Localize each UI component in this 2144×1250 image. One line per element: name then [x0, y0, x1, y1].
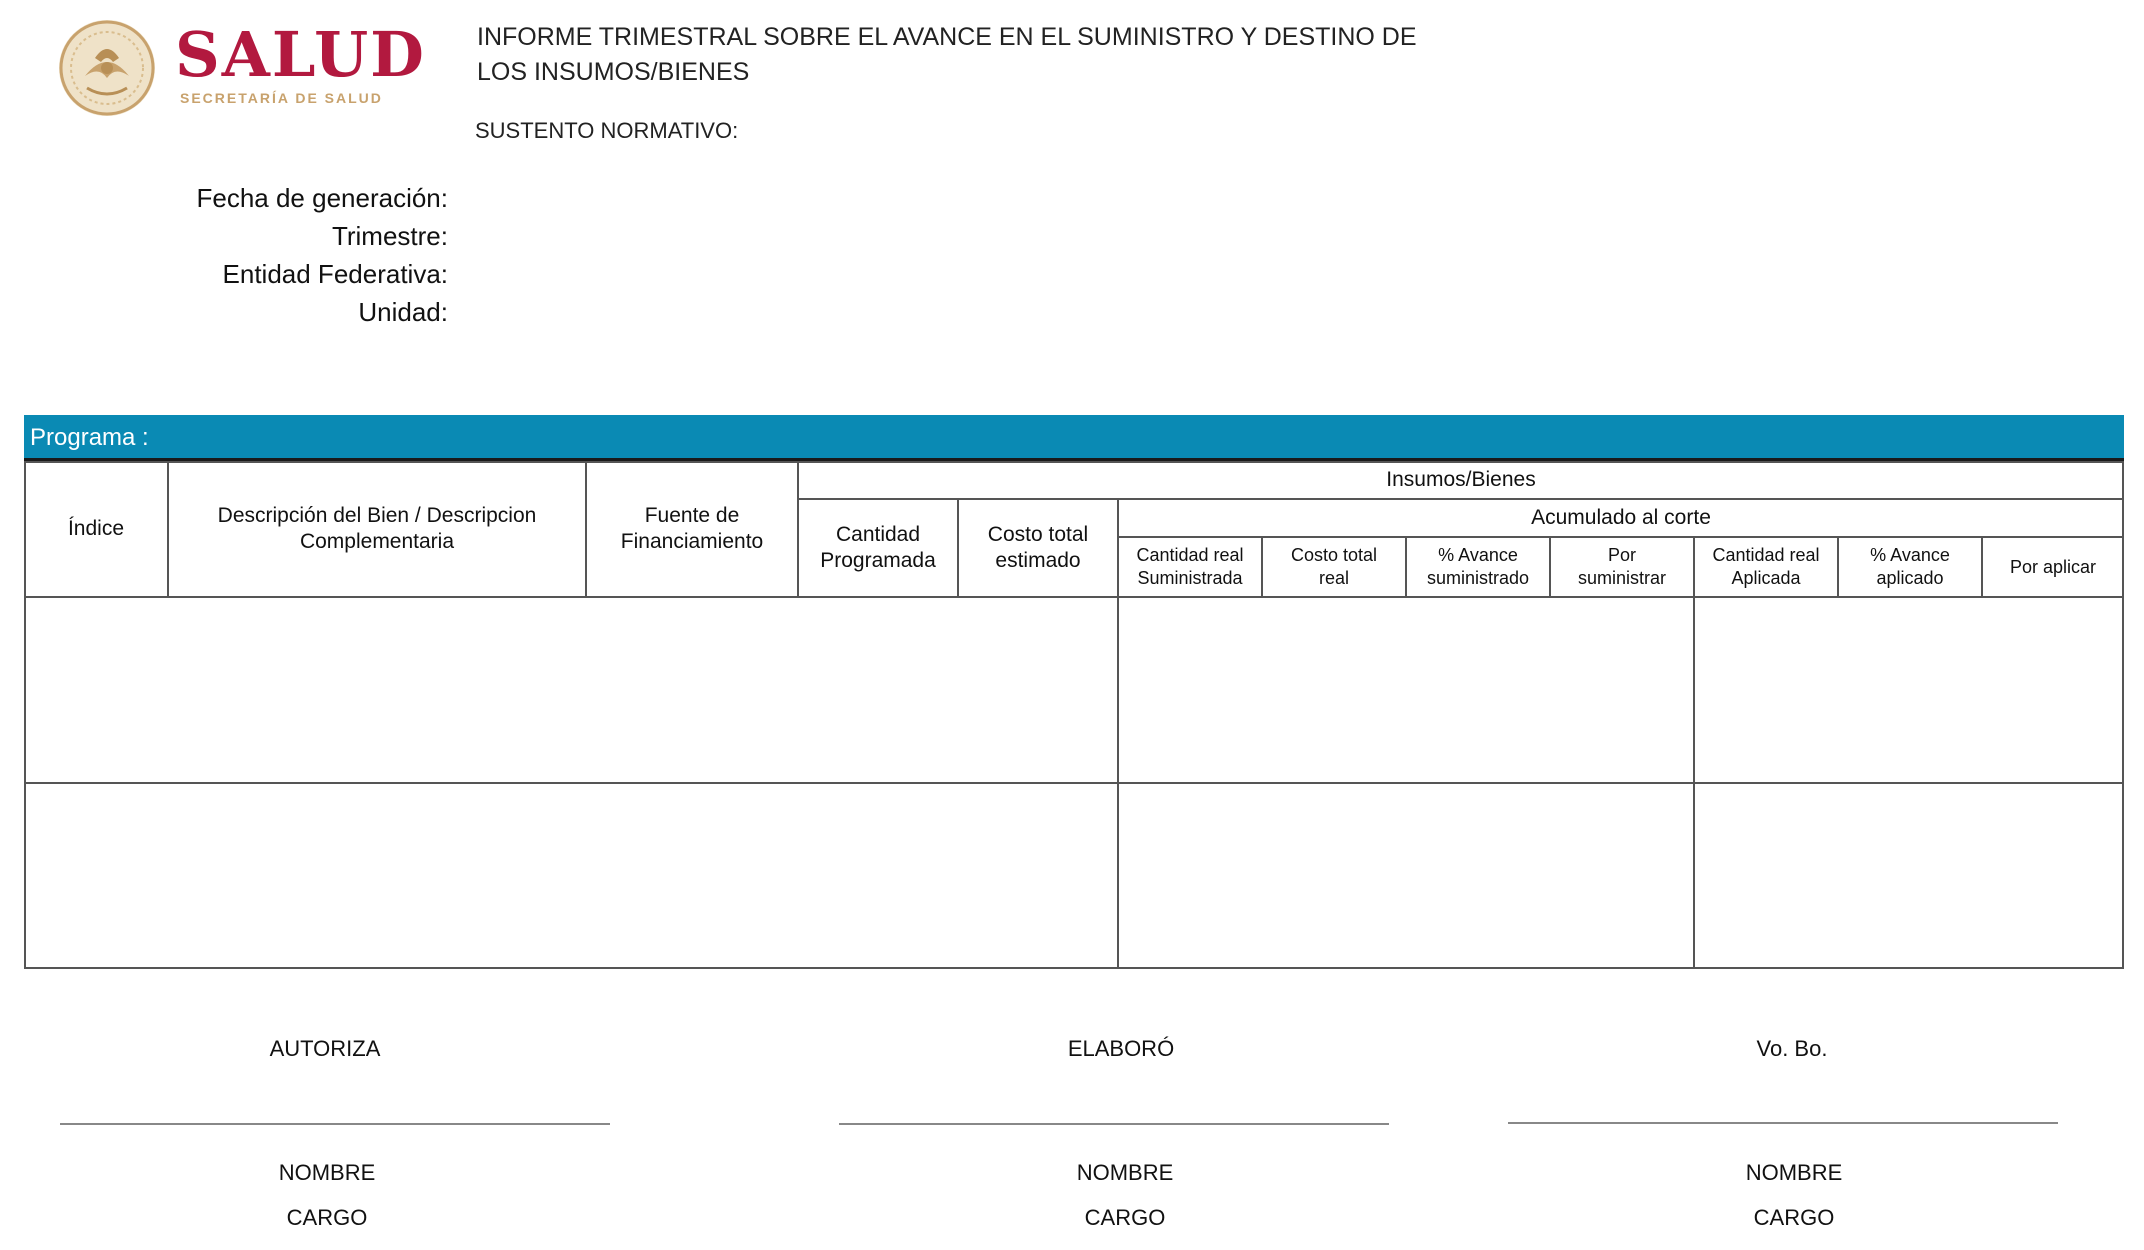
group-acumulado: Acumulado al corte	[1531, 506, 1711, 529]
fecha-label: Fecha de generación:	[196, 183, 448, 213]
elaboro-label: ELABORÓ	[1067, 1036, 1175, 1061]
col-descripcion: Descripción del Bien / Descripcion Complementaria	[217, 504, 537, 553]
programa-bar	[24, 415, 2124, 461]
col-fuente: Fuente de Financiamiento	[620, 504, 764, 553]
col-indice: Índice	[67, 517, 125, 540]
autoriza-cargo: CARGO	[286, 1205, 368, 1230]
entidad-label: Entidad Federativa:	[222, 259, 448, 289]
elaboro-nombre: NOMBRE	[1076, 1160, 1174, 1185]
col-por-suministrar: Por suministrar	[1577, 545, 1666, 588]
col-por-aplicar: Por aplicar	[2009, 556, 2097, 577]
brand-wordmark: SALUD	[175, 18, 426, 91]
salud-logo	[55, 18, 455, 118]
col-costo-real: Costo total real	[1290, 545, 1378, 588]
elaboro-signature-line	[839, 1123, 1389, 1125]
trimestre-label: Trimestre:	[331, 221, 448, 251]
col-cantidad-suministrada: Cantidad real Suministrada	[1136, 545, 1244, 588]
national-seal-icon	[55, 18, 159, 118]
vobo-nombre: NOMBRE	[1745, 1160, 1843, 1185]
table-row	[24, 597, 2124, 783]
autoriza-label: AUTORIZA	[269, 1036, 381, 1061]
autoriza-nombre: NOMBRE	[278, 1160, 376, 1185]
table-row	[24, 783, 2124, 969]
sustento-normativo-label: SUSTENTO NORMATIVO:	[475, 118, 739, 143]
report-table	[24, 415, 2124, 969]
report-title: INFORME TRIMESTRAL SOBRE EL AVANCE EN EL SUMINISTRO Y DESTINO DE LOS INSUMOS/BIENES	[477, 23, 1417, 86]
autoriza-signature-line	[60, 1123, 610, 1125]
col-costo-estimado: Costo total estimado	[987, 523, 1089, 572]
col-avance-suministrado: % Avance suministrado	[1426, 545, 1530, 588]
elaboro-cargo: CARGO	[1084, 1205, 1166, 1230]
vobo-cargo: CARGO	[1753, 1205, 1835, 1230]
table-grid	[24, 461, 2124, 969]
unidad-label: Unidad:	[358, 297, 448, 327]
col-cantidad-aplicada: Cantidad real Aplicada	[1712, 545, 1820, 588]
brand-subtitle: SECRETARÍA DE SALUD	[180, 90, 383, 106]
col-cantidad-programada: Cantidad Programada	[820, 523, 936, 572]
col-avance-aplicado: % Avance aplicado	[1870, 545, 1950, 588]
programa-label: Programa :	[30, 424, 149, 451]
group-insumos: Insumos/Bienes	[1386, 468, 1536, 491]
vobo-signature-line	[1508, 1122, 2058, 1124]
vobo-label: Vo. Bo.	[1756, 1036, 1828, 1061]
